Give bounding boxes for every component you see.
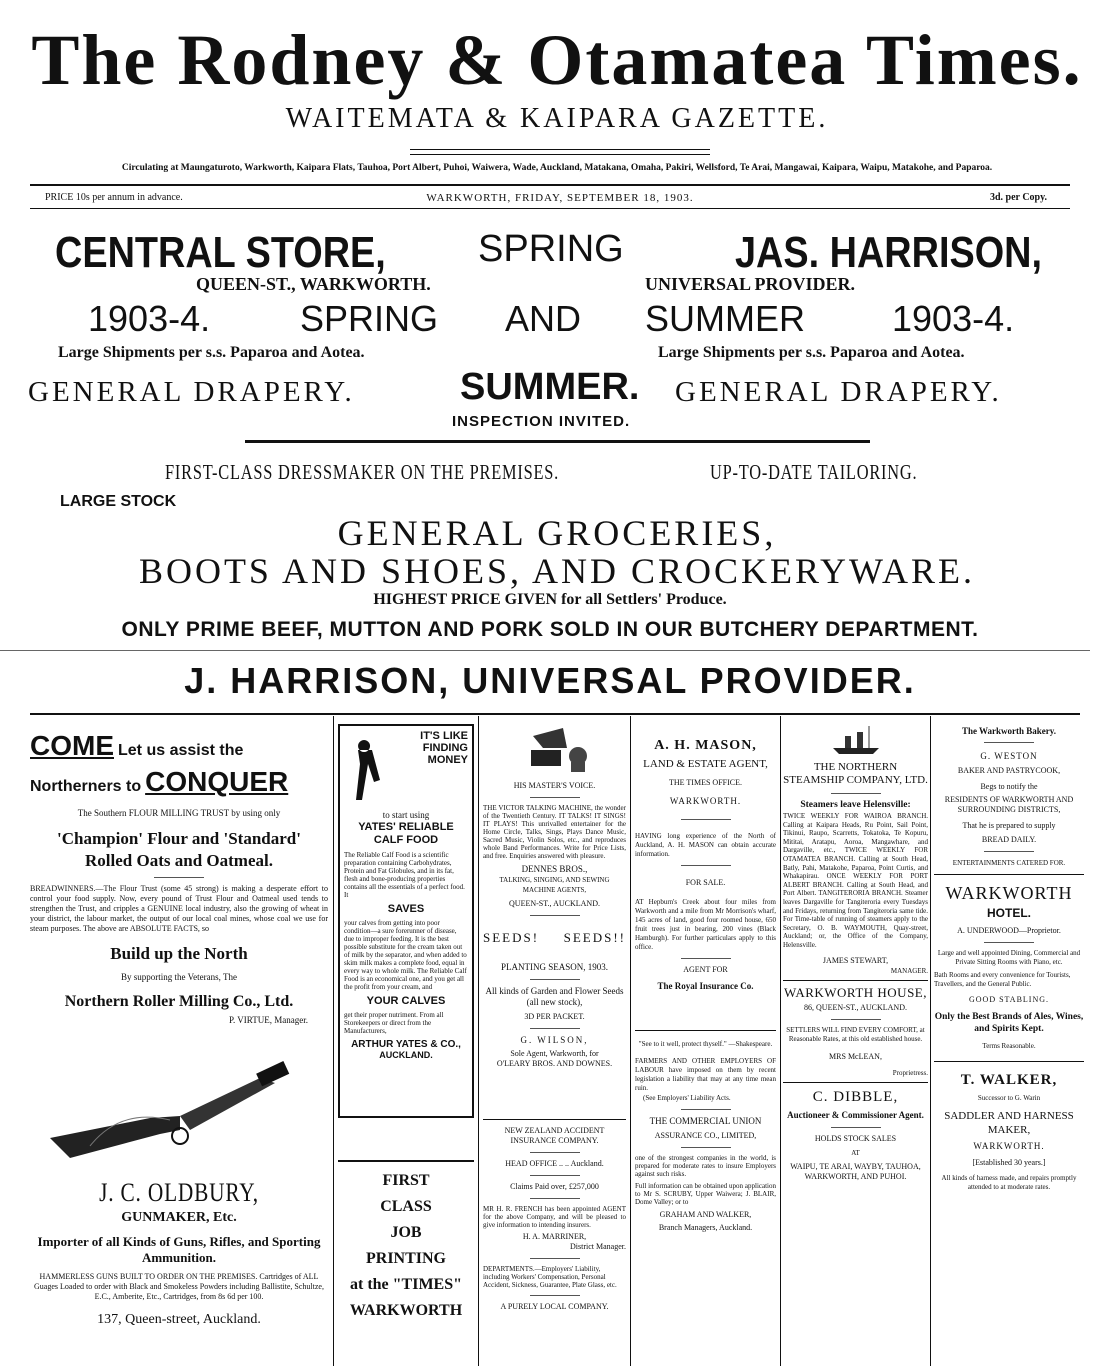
divider [831, 1127, 881, 1128]
flour-line: 'Champion' Flour and 'Standard' [57, 829, 301, 848]
year-right: 1903-4. [892, 298, 1015, 339]
baker-pastrycook: BAKER AND PASTRYCOOK, [957, 766, 1061, 775]
man-figure-icon [344, 730, 404, 810]
assurance-co: ASSURANCE CO., LIMITED, [654, 1131, 757, 1140]
milling-manager: P. VIRTUE, Manager. [228, 1015, 308, 1025]
terms: Terms Reasonable. [982, 1042, 1036, 1050]
column-milling [30, 720, 328, 1360]
build-north: Build up the North [110, 944, 248, 963]
universal-provider: J. HARRISON, UNIVERSAL PROVIDER. [184, 660, 916, 701]
printing-line: PRINTING [365, 1250, 446, 1267]
rule [30, 184, 1070, 186]
yates-para1: The Reliable Calf Food is a scientific preparation containing Carbohydrates, Protein and Fat Globules, and in its fat, flesh and bone-producing properties contains all the essentials of a perfect food. It [344, 851, 465, 899]
year-left: 1903-4. [88, 298, 211, 339]
importer-line: Importer of all Kinds of Guns, Rifles, and Sporting Ammunition. [37, 1234, 321, 1265]
printing-ad [338, 1168, 474, 1324]
store-name: CENTRAL STORE, [55, 228, 386, 277]
tailoring: UP-TO-DATE TAILORING. [710, 460, 918, 484]
mason-warkworth: WARKWORTH. [669, 796, 742, 806]
good-stabling: GOOD STABLING. [968, 995, 1050, 1004]
divider [681, 865, 731, 866]
yates-title: YATES' RELIABLE CALF FOOD [358, 821, 454, 846]
ornament-rule [410, 149, 710, 155]
rule [783, 1082, 928, 1083]
steamship-icon [783, 724, 928, 756]
sale-body: AT Hepburn's Creek about four miles from Warkworth and a mile from Mr Morrison's wharf, 145 acres of land, good four roomed house, 650 fruit trees just in bearing, 200 vines (Black Hamburgh). For further particulars apply to this office. [635, 898, 776, 951]
divider [530, 979, 580, 980]
see-acts: (See Employers' Liability Acts. [643, 1094, 731, 1102]
established: [Established 30 years.] [972, 1158, 1046, 1167]
your-calves: YOUR CALVES [366, 995, 446, 1007]
commercial-union: THE COMMERCIAL UNION [649, 1116, 762, 1126]
price: PRICE 10s per annum in advance. [45, 192, 183, 203]
divider [831, 1019, 881, 1020]
divider [530, 1175, 580, 1176]
masthead [0, 18, 1114, 136]
proprietress: Proprietress. [892, 1068, 928, 1077]
strongest-text: one of the strongest companies in the world, is prepared for moderate rates to insure Employers against such risks. [635, 1154, 776, 1178]
purely-local: A PURELY LOCAL COMPANY. [500, 1302, 609, 1311]
spring-top: SPRING [478, 228, 624, 270]
claims-paid: Claims Paid over, £257,000 [510, 1182, 599, 1191]
rule [30, 713, 1080, 715]
sale-places: WAIPU, TE ARAI, WAYBY, TAUHOA, WARKWORTH, AND PUHOI. [790, 1161, 921, 1181]
groceries: GENERAL GROCERIES, [337, 513, 777, 553]
agent-for: AGENT FOR [683, 965, 728, 974]
at-word: AT [851, 1148, 860, 1157]
steamers-leave: Steamers leave Helensville: [800, 800, 911, 810]
column-rule [780, 716, 781, 1366]
steamer-schedule: TWICE WEEKLY FOR WAIROA BRANCH. Calling at Kaipara Heads, Ru Point, Sail Point, Tikinui, Raupo, Scarretts, Tokatoka, Te Kopuru, Mititai, Aratapu, Aoroa, Mangawhare, and Dargaville, etc., TWICE WEEKLY FOR OTAMATEA BRANCH. Calling at South Head, Batly, Pahi, Matakohe, Paparoa, Point Curtis, and Whakapirau. ONCE WEEKLY FOR PORT ALBERT BRANCH. Calling at South Head, and Port Albert. TANGITERORIA BRANCH. Steamer leaves Dargaville for Tangiteroria every Tuesdays and Fridays, returning from Tangiteroria same tide. For Time-table of running of steamers apply to the Secretary, O. B. WAYMOUTH, Quay-street, Auckland; or, the Office of the Company, Helensville. [783, 812, 928, 949]
drapery-right: GENERAL DRAPERY. [675, 376, 1002, 408]
divider [530, 1152, 580, 1153]
wilson: G. WILSON, [520, 1035, 589, 1045]
best-brands: Only the Best Brands of Ales, Wines, and Spirits Kept. [934, 1012, 1084, 1034]
printing-line: at the "TIMES" [350, 1276, 462, 1293]
rule [934, 874, 1084, 875]
walker-warkworth: WARKWORTH. [973, 1141, 1045, 1151]
yates-para2: your calves from getting into poor condition—a sure forerunner of disease, due to improper feeding. It is the best possible substitute for the cream taken out of milk by the separator, and when added to skim milk makes a complete food, equal in every way to whole milk. The Reliable Calf Food is an economical one, and you get all the profit from your cream, and [344, 919, 467, 991]
house-address: 86, QUEEN-ST., AUCKLAND. [804, 1002, 907, 1012]
circulating-line: Circulating at Maungaturoto, Warkworth, Kaipara Flats, Tauhoa, Port Albert, Puhoi, Waiwera, Wade, Auckland, Matakana, Omaha, Pakiri, Wellsford, Te Arai, Mangawai, Kaipara, Waipu, Matakohe, and Paparoa. [121, 163, 993, 173]
milling-company: Northern Roller Milling Co., Ltd. [64, 993, 294, 1010]
marriner: H. A. MARRINER, [522, 1232, 587, 1241]
column-rule [930, 716, 931, 1366]
rule [635, 1030, 776, 1031]
come-word: COME [30, 730, 114, 761]
divider [530, 797, 580, 798]
divider [530, 1198, 580, 1199]
column-rule [478, 716, 479, 1366]
steamship-title: THE NORTHERN STEAMSHIP COMPANY, LTD. [783, 761, 928, 786]
residents: RESIDENTS OF WARKWORTH AND SURROUNDING DISTRICTS, [944, 795, 1074, 814]
hotel-word: HOTEL. [987, 906, 1031, 920]
begs-notify: Begs to notify the [980, 782, 1038, 791]
printing-line: JOB [390, 1224, 422, 1241]
start-using: to start using [382, 810, 430, 820]
rule [783, 980, 928, 981]
warkworth-house: WARKWORTH HOUSE, [784, 984, 927, 1000]
masthead-subtitle: WAITEMATA & KAIPARA GAZETTE. [285, 103, 829, 134]
underwood: A. UNDERWOOD—Proprietor. [957, 926, 1061, 935]
rule [483, 1119, 626, 1120]
shipments-left: Large Shipments per s.s. Paparoa and Aotea. [58, 344, 365, 361]
masters-voice: HIS MASTER'S VOICE. [513, 781, 596, 790]
column-steamship [783, 720, 928, 1360]
mason-name: A. H. MASON, [654, 738, 757, 753]
holds-stock-sales: HOLDS STOCK SALES [814, 1133, 897, 1143]
column-bakery [934, 720, 1084, 1360]
breadwinners-text: BREADWINNERS.—The Flour Trust (some 45 strong) is making a desperate effort to control your food supply. Now, every pound of Trust Flour and Oatmeal used tends to strengthen the Trust, and cripples a GENUINE local industry, also the growing of wheat in your district, the labour market, the output of our local coal mines, whose coal we use for steam purposes. The above are ABSOLUTE FACTS, so [30, 884, 328, 933]
shotgun-icon [30, 1038, 328, 1178]
column-rule [630, 716, 631, 1366]
harrison-name: JAS. HARRISON, [735, 228, 1042, 277]
inspection: INSPECTION INVITED. [452, 413, 631, 430]
dining-text: Large and well appointed Dining, Commercial and Private Sitting Rooms with Piano, etc. [937, 949, 1081, 966]
conquer-word: CONQUER [145, 766, 289, 797]
divider [681, 819, 731, 820]
printing-line: CLASS [380, 1198, 432, 1215]
butchery-line: ONLY PRIME BEEF, MUTTON AND PORK SOLD IN OUR BUTCHERY DEPARTMENT. [121, 618, 979, 641]
hammerless-text: HAMMERLESS GUNS BUILT TO ORDER ON THE PREMISES. Cartridges of ALL Guages Loaded to order with Black and Smokeless Powders including Ballistite, Schultze, E.C., Amberite, Etc., Cartridges, from 8s 6d per 100. [34, 1272, 324, 1301]
printing-line: WARKWORTH [349, 1302, 463, 1319]
divider [530, 1258, 580, 1259]
supply-line: That he is prepared to supply [962, 821, 1056, 830]
dateline: WARKWORTH, FRIDAY, SEPTEMBER 18, 1903. [426, 192, 694, 204]
auctioneer: Auctioneer & Commissioner Agent. [787, 1109, 924, 1120]
divider [154, 877, 204, 878]
its-like-money: IT'S LIKE FINDING MONEY [420, 730, 468, 766]
divider [681, 1147, 731, 1148]
victor-text: THE VICTOR TALKING MACHINE, the wonder of the Twentieth Century. IT TALKS! IT SINGS! IT PLAYS! This unrivalled entertainer for the Home Circle, Talks, Sings, Plays Dance Music, Sacred Music, Violin Solos, etc., and reproduces whole Band Performances. Write for Price Lists, and free. Enquiries answered with pleasure. [483, 804, 626, 860]
sole-agent: Sole Agent, Warkworth, for [510, 1049, 599, 1058]
rule [245, 440, 870, 443]
provider-line: UNIVERSAL PROVIDER. [645, 274, 856, 294]
highest-price: HIGHEST PRICE GIVEN for all Settlers' Produce. [373, 591, 727, 608]
shotgun-illustration [30, 1038, 328, 1178]
shipments-right: Large Shipments per s.s. Paparoa and Aotea. [658, 344, 965, 361]
successor: Successor to G. Warin [977, 1094, 1041, 1102]
branch-managers: Branch Managers, Auckland. [658, 1223, 753, 1232]
rule [30, 208, 1070, 209]
steamship-manager: MANAGER. [890, 966, 928, 975]
land-agent: LAND & ESTATE AGENT, [643, 758, 768, 770]
trust-line: The Southern FLOUR MILLING TRUST by using only [77, 808, 281, 818]
settlers-text: SETTLERS WILL FIND EVERY COMFORT, at Reasonable Rates, at this old established house. [786, 1025, 925, 1043]
divider [831, 793, 881, 794]
gunmaker: GUNMAKER, Etc. [121, 1210, 237, 1225]
farmers-text: FARMERS AND OTHER EMPLOYERS OF LABOUR have imposed on them by recent legislation a liability that may at any time mean ruin. [635, 1057, 776, 1092]
per-copy: 3d. per Copy. [990, 192, 1048, 203]
queen-st: QUEEN-ST., AUCKLAND. [509, 899, 600, 908]
store-address: QUEEN-ST., WARKWORTH. [196, 274, 431, 294]
dibble-name: C. DIBBLE, [812, 1088, 899, 1105]
per-packet: 3D PER PACKET. [524, 1012, 585, 1021]
printing-line: FIRST [382, 1172, 430, 1189]
having-text: HAVING long experience of the North of Auckland, A. H. MASON can obtain accurate information. [635, 832, 776, 858]
rule [338, 1160, 474, 1162]
warkworth-hotel-title: WARKWORTH [945, 883, 1073, 903]
bread-daily: BREAD DAILY. [981, 835, 1037, 844]
large-stock: LARGE STOCK [60, 493, 177, 510]
garden-seeds: All kinds of Garden and Flower Seeds (all new stock), [485, 986, 624, 1007]
summer-big: SUMMER. [460, 366, 640, 408]
divider [530, 915, 580, 916]
french-text: MR H. R. FRENCH has been appointed AGENT for the above Company, and will be pleased to give information to intending insurers. [483, 1205, 626, 1229]
drapery-left: GENERAL DRAPERY. [28, 376, 355, 408]
column-rule [333, 716, 334, 1366]
times-office: THE TIMES OFFICE. [669, 778, 742, 787]
divider [984, 742, 1034, 743]
oats-line: Rolled Oats and Oatmeal. [85, 851, 273, 870]
full-info: Full information can be obtained upon application to Mr S. SCRUBY, Upper Waiwera; J. BLAIR, Dome Valley; or to [635, 1182, 776, 1206]
planting-season: PLANTING SEASON, 1903. [500, 962, 608, 972]
bath-text: Bath Rooms and every convenience for Tourists, Travellers, and the General Public. [934, 971, 1071, 988]
nzac-title: NEW ZEALAND ACCIDENT INSURANCE COMPANY. [504, 1126, 605, 1145]
oldbury-address: 137, Queen-street, Auckland. [97, 1312, 261, 1327]
gramophone-dog-icon [483, 726, 626, 776]
departments: DEPARTMENTS.—Employers' Liability, including Workers' Compensation, Personal Accident, Sickness, Guarantee, Plate Glass, etc. [483, 1265, 617, 1289]
royal-insurance: The Royal Insurance Co. [657, 981, 754, 991]
divider [681, 1109, 731, 1110]
weston: G. WESTON [980, 751, 1038, 761]
divider [530, 1028, 580, 1029]
bakery-title: The Warkworth Bakery. [961, 726, 1057, 736]
northerners-text: Northerners to [30, 778, 142, 795]
t-walker: T. WALKER, [960, 1072, 1058, 1088]
yates-ad [338, 724, 474, 1118]
and-mid: AND [505, 298, 582, 339]
james-stewart: JAMES STEWART, [822, 955, 889, 965]
seeds-right: SEEDS!! [563, 930, 626, 945]
seeds-left: SEEDS! [483, 930, 540, 945]
mrs-mclean: MRS McLEAN, [829, 1051, 882, 1061]
divider [681, 958, 731, 959]
yates-auckland: AUCKLAND. [379, 1050, 433, 1060]
saddler: SADDLER AND HARNESS MAKER, [944, 1110, 1074, 1136]
dennes-bros: DENNES BROS., [521, 864, 588, 874]
head-office: HEAD OFFICE .. .. Auckland. [505, 1159, 604, 1168]
column-mason [635, 720, 776, 1360]
arthur-yates: ARTHUR YATES & CO., [351, 1039, 461, 1050]
saves-word: SAVES [387, 903, 425, 915]
machine-agents: TALKING, SINGING, AND SEWING MACHINE AGENTS, [499, 876, 610, 894]
spring-mid: SPRING [300, 298, 439, 339]
graham-walker: GRAHAM AND WALKER, [659, 1210, 752, 1219]
rule [934, 1061, 1084, 1062]
oleary-bros: O'LEARY BROS. AND DOWNES. [496, 1059, 613, 1068]
column-victor [483, 720, 626, 1360]
supporting-line: By supporting the Veterans, The [121, 972, 237, 982]
catered-for: ENTERTAINMENTS CATERED FOR. [952, 859, 1066, 867]
district-manager: District Manager. [570, 1242, 626, 1251]
boots-line: BOOTS AND SHOES, AND CROCKERYWARE. [138, 551, 976, 591]
harness-text: All kinds of harness made, and repairs promptly attended to at moderate rates. [941, 1174, 1077, 1191]
oldbury-name: J. C. OLDBURY, [99, 1178, 259, 1207]
assist-text: Let us assist the [118, 742, 244, 759]
divider [984, 942, 1034, 943]
summer-mid: SUMMER [645, 298, 805, 339]
column-yates [338, 720, 474, 1360]
yates-para3: get their proper nutriment. From all Storekeepers or direct from the Manufacturers, [344, 1011, 444, 1035]
masthead-title: The Rodney & Otamatea Times. [31, 20, 1083, 100]
for-sale: FOR SALE. [685, 878, 726, 887]
divider [984, 851, 1034, 852]
divider [530, 1295, 580, 1296]
rule [0, 650, 1090, 651]
shakespeare-quote: "See to it well, protect thyself." —Shakespeare. [638, 1040, 773, 1048]
dressmaker: FIRST-CLASS DRESSMAKER ON THE PREMISES. [165, 460, 560, 484]
